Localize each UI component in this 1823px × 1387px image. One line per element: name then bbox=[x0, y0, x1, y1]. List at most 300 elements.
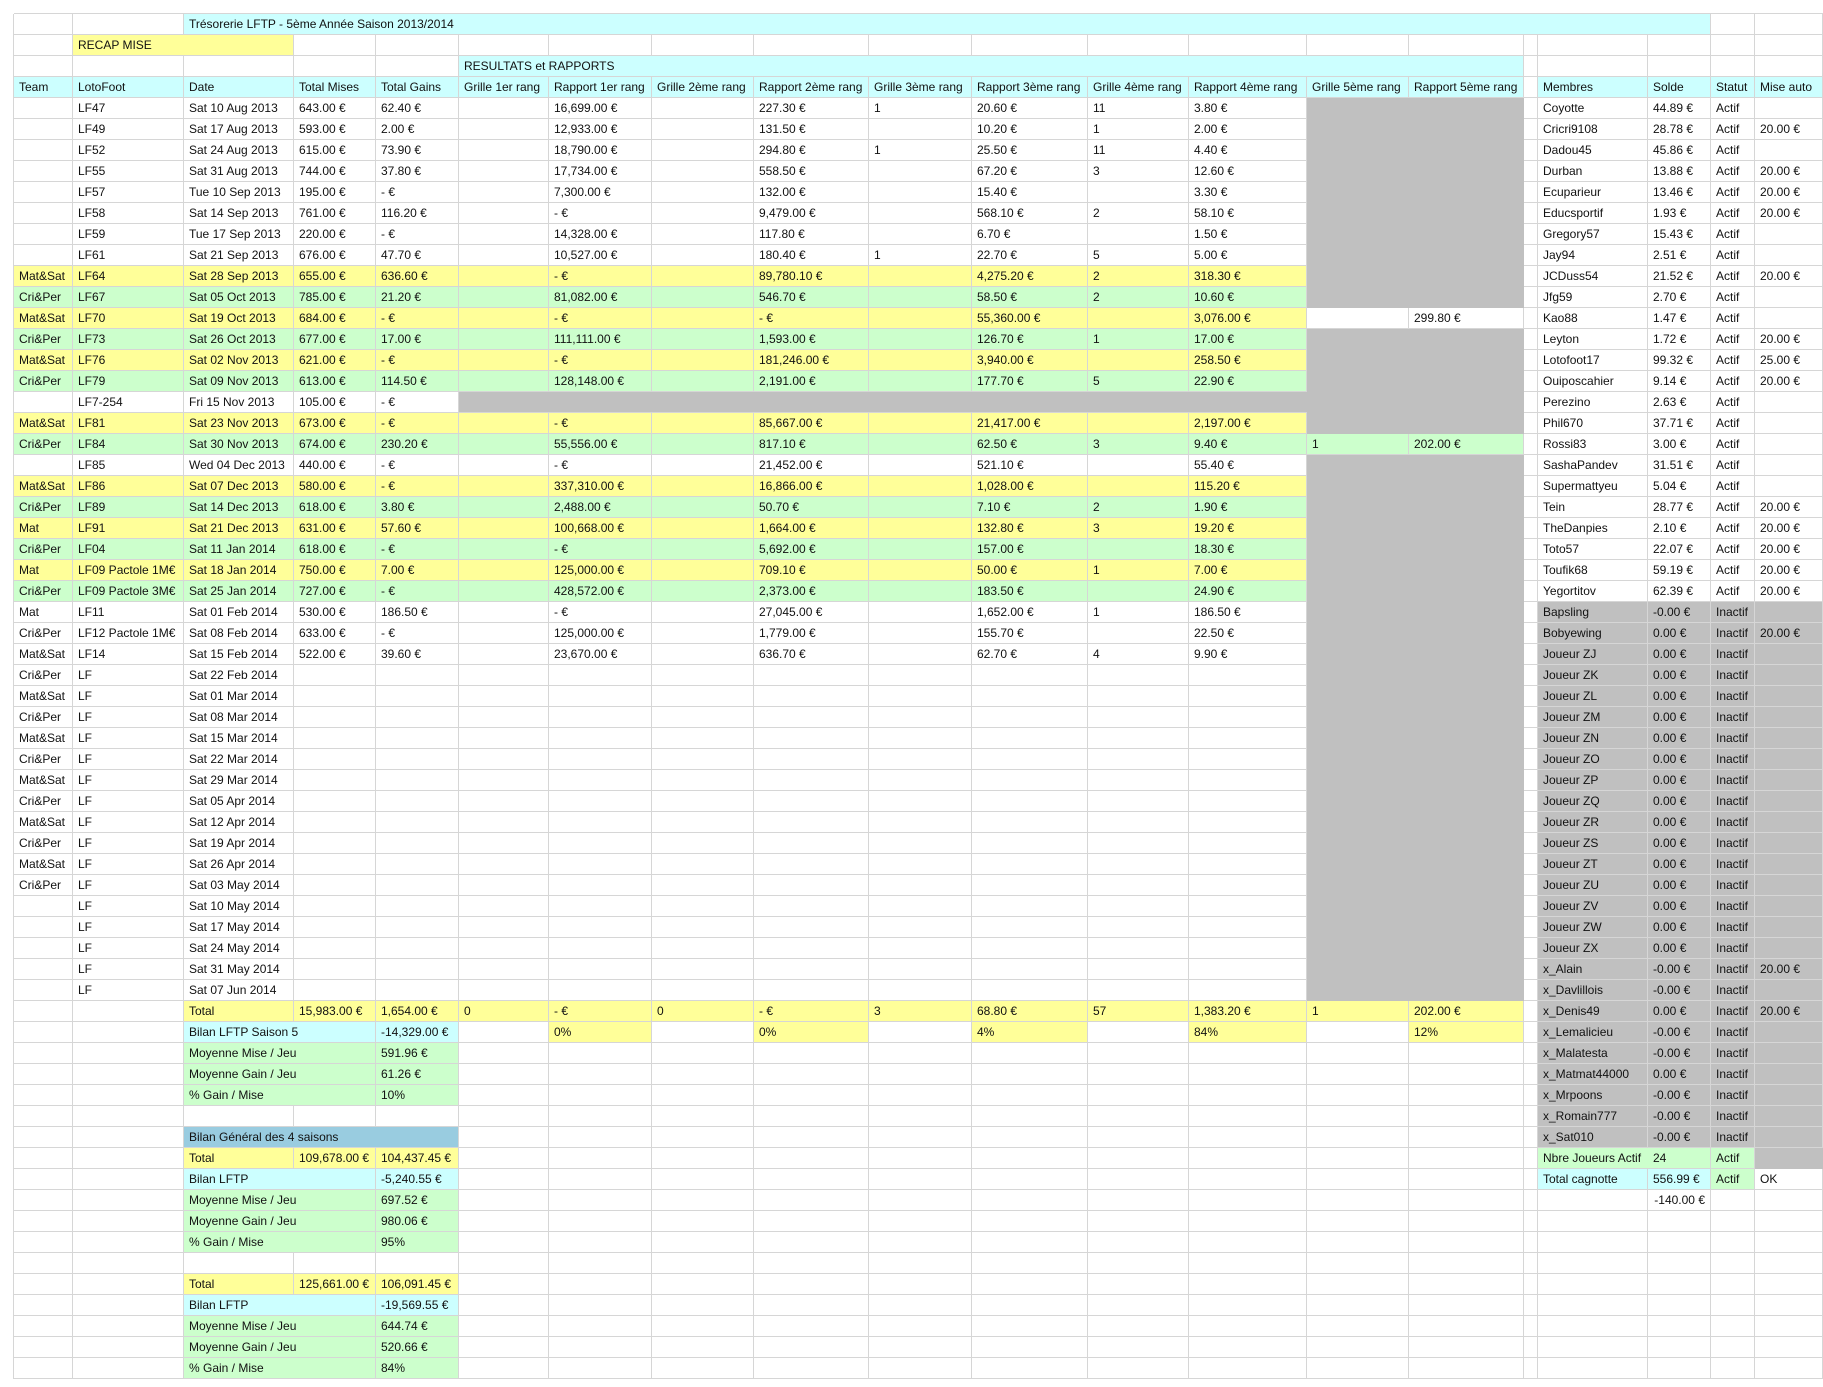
member-cell[interactable]: Actif bbox=[1711, 497, 1755, 518]
table-cell[interactable]: - € bbox=[376, 413, 459, 434]
member-cell[interactable]: 9.14 € bbox=[1648, 371, 1711, 392]
bilan-pct-cell[interactable]: 0% bbox=[754, 1022, 869, 1043]
member-cell[interactable]: 1.72 € bbox=[1648, 329, 1711, 350]
table-cell[interactable] bbox=[294, 812, 376, 833]
table-cell[interactable] bbox=[1088, 791, 1189, 812]
table-cell[interactable] bbox=[14, 980, 73, 1001]
member-cell[interactable] bbox=[1755, 1085, 1823, 1106]
member-cell[interactable]: Joueur ZM bbox=[1538, 707, 1648, 728]
table-cell[interactable] bbox=[652, 434, 754, 455]
member-cell[interactable] bbox=[1755, 308, 1823, 329]
table-cell[interactable]: LF85 bbox=[73, 455, 184, 476]
table-cell[interactable]: Sat 01 Mar 2014 bbox=[184, 686, 294, 707]
table-cell[interactable] bbox=[459, 392, 549, 413]
table-cell[interactable] bbox=[1088, 812, 1189, 833]
table-cell[interactable]: LF86 bbox=[73, 476, 184, 497]
table-cell[interactable]: Mat&Sat bbox=[14, 686, 73, 707]
member-cell[interactable] bbox=[1755, 287, 1823, 308]
table-cell[interactable] bbox=[1088, 959, 1189, 980]
table-cell[interactable] bbox=[652, 497, 754, 518]
table-cell[interactable] bbox=[459, 917, 549, 938]
table-cell[interactable] bbox=[459, 455, 549, 476]
table-cell[interactable] bbox=[459, 98, 549, 119]
member-cell[interactable] bbox=[1755, 875, 1823, 896]
member-column-header[interactable]: Solde bbox=[1648, 77, 1711, 98]
table-cell[interactable]: 3 bbox=[1088, 518, 1189, 539]
table-cell[interactable]: LF bbox=[73, 728, 184, 749]
table-cell[interactable] bbox=[14, 140, 73, 161]
table-cell[interactable]: Sat 02 Nov 2013 bbox=[184, 350, 294, 371]
table-cell[interactable] bbox=[869, 623, 972, 644]
member-cell[interactable]: Joueur ZL bbox=[1538, 686, 1648, 707]
table-cell[interactable]: LF09 Pactole 3M€ bbox=[73, 581, 184, 602]
table-cell[interactable] bbox=[869, 854, 972, 875]
table-cell[interactable]: 3 bbox=[1088, 161, 1189, 182]
member-cell[interactable]: Actif bbox=[1711, 140, 1755, 161]
table-cell[interactable]: 85,667.00 € bbox=[754, 413, 869, 434]
table-cell[interactable] bbox=[376, 854, 459, 875]
table-cell[interactable] bbox=[459, 413, 549, 434]
member-cell[interactable]: 2.51 € bbox=[1648, 245, 1711, 266]
member-cell[interactable]: 0.00 € bbox=[1648, 875, 1711, 896]
sheet-title[interactable]: Trésorerie LFTP - 5ème Année Saison 2013/2014 bbox=[184, 14, 1711, 35]
totals-cell[interactable]: - € bbox=[549, 1001, 652, 1022]
table-cell[interactable]: - € bbox=[376, 623, 459, 644]
member-cell[interactable]: Joueur ZO bbox=[1538, 749, 1648, 770]
member-cell[interactable]: 20.00 € bbox=[1755, 161, 1823, 182]
member-cell[interactable] bbox=[1755, 707, 1823, 728]
table-cell[interactable]: 643.00 € bbox=[294, 98, 376, 119]
table-cell[interactable] bbox=[869, 518, 972, 539]
table-cell[interactable]: - € bbox=[376, 455, 459, 476]
table-cell[interactable] bbox=[549, 917, 652, 938]
member-cell[interactable]: 20.00 € bbox=[1755, 959, 1823, 980]
member-cell[interactable]: Inactif bbox=[1711, 749, 1755, 770]
table-cell[interactable]: 636.60 € bbox=[376, 266, 459, 287]
table-cell[interactable]: 55,360.00 € bbox=[972, 308, 1088, 329]
table-cell[interactable] bbox=[652, 770, 754, 791]
table-cell[interactable]: 50.70 € bbox=[754, 497, 869, 518]
column-header[interactable]: Grille 2ème rang bbox=[652, 77, 754, 98]
table-cell[interactable] bbox=[972, 854, 1088, 875]
table-cell[interactable] bbox=[376, 749, 459, 770]
table-cell[interactable] bbox=[869, 917, 972, 938]
table-cell[interactable]: Cri&Per bbox=[14, 371, 73, 392]
table-cell[interactable] bbox=[754, 728, 869, 749]
table-cell[interactable]: LF bbox=[73, 875, 184, 896]
totals-cell[interactable]: 1,383.20 € bbox=[1189, 1001, 1307, 1022]
table-cell[interactable]: 55.40 € bbox=[1189, 455, 1307, 476]
table-cell[interactable]: Cri&Per bbox=[14, 875, 73, 896]
general-stat-label[interactable]: % Gain / Mise bbox=[184, 1232, 376, 1253]
member-cell[interactable]: x_Davlillois bbox=[1538, 980, 1648, 1001]
table-cell[interactable]: 677.00 € bbox=[294, 329, 376, 350]
member-cell[interactable]: -0.00 € bbox=[1648, 959, 1711, 980]
table-cell[interactable]: LF bbox=[73, 980, 184, 1001]
grand-stat-label[interactable]: % Gain / Mise bbox=[184, 1358, 376, 1379]
saison-stat-label[interactable]: % Gain / Mise bbox=[184, 1085, 376, 1106]
table-cell[interactable] bbox=[1088, 896, 1189, 917]
member-cell[interactable]: 2.10 € bbox=[1648, 518, 1711, 539]
member-cell[interactable]: 0.00 € bbox=[1648, 707, 1711, 728]
table-cell[interactable] bbox=[459, 497, 549, 518]
table-cell[interactable]: 55,556.00 € bbox=[549, 434, 652, 455]
general-total-gains[interactable]: 104,437.45 € bbox=[376, 1148, 459, 1169]
grand-stat-value[interactable]: 84% bbox=[376, 1358, 459, 1379]
member-cell[interactable]: 20.00 € bbox=[1755, 1001, 1823, 1022]
table-cell[interactable] bbox=[14, 245, 73, 266]
table-cell[interactable] bbox=[869, 182, 972, 203]
table-cell[interactable] bbox=[869, 350, 972, 371]
member-cell[interactable]: Tein bbox=[1538, 497, 1648, 518]
table-cell[interactable]: 546.70 € bbox=[754, 287, 869, 308]
table-cell[interactable]: LF81 bbox=[73, 413, 184, 434]
table-cell[interactable] bbox=[459, 266, 549, 287]
table-cell[interactable]: LF bbox=[73, 812, 184, 833]
member-cell[interactable]: Inactif bbox=[1711, 623, 1755, 644]
table-cell[interactable]: LF bbox=[73, 833, 184, 854]
member-cell[interactable]: Actif bbox=[1711, 455, 1755, 476]
table-cell[interactable] bbox=[459, 791, 549, 812]
table-cell[interactable]: 21.20 € bbox=[376, 287, 459, 308]
table-cell[interactable]: 12.60 € bbox=[1189, 161, 1307, 182]
table-cell[interactable] bbox=[1088, 623, 1189, 644]
table-cell[interactable] bbox=[652, 98, 754, 119]
table-cell[interactable]: LF84 bbox=[73, 434, 184, 455]
table-cell[interactable]: LF bbox=[73, 707, 184, 728]
table-cell[interactable] bbox=[869, 938, 972, 959]
table-cell[interactable] bbox=[459, 581, 549, 602]
table-cell[interactable]: 132.80 € bbox=[972, 518, 1088, 539]
grand-stat-value[interactable]: -19,569.55 € bbox=[376, 1295, 459, 1316]
table-cell[interactable] bbox=[294, 980, 376, 1001]
table-cell[interactable]: 1 bbox=[869, 98, 972, 119]
table-cell[interactable] bbox=[1189, 707, 1307, 728]
table-cell[interactable] bbox=[549, 791, 652, 812]
member-cell[interactable]: Inactif bbox=[1711, 1022, 1755, 1043]
table-cell[interactable] bbox=[376, 665, 459, 686]
table-cell[interactable]: 7.10 € bbox=[972, 497, 1088, 518]
table-cell[interactable] bbox=[869, 434, 972, 455]
saison-stat-label[interactable]: Moyenne Gain / Jeu bbox=[184, 1064, 376, 1085]
member-cell[interactable]: Kao88 bbox=[1538, 308, 1648, 329]
member-cell[interactable]: 0.00 € bbox=[1648, 686, 1711, 707]
table-cell[interactable] bbox=[1088, 875, 1189, 896]
member-cell[interactable] bbox=[1755, 917, 1823, 938]
table-cell[interactable] bbox=[754, 665, 869, 686]
table-cell[interactable]: Sat 09 Nov 2013 bbox=[184, 371, 294, 392]
table-cell[interactable]: LF73 bbox=[73, 329, 184, 350]
table-cell[interactable] bbox=[1189, 938, 1307, 959]
table-cell[interactable]: LF57 bbox=[73, 182, 184, 203]
table-cell[interactable] bbox=[652, 917, 754, 938]
table-cell[interactable] bbox=[972, 917, 1088, 938]
table-cell[interactable] bbox=[459, 980, 549, 1001]
table-cell[interactable] bbox=[294, 875, 376, 896]
table-cell[interactable] bbox=[14, 896, 73, 917]
table-cell[interactable] bbox=[754, 812, 869, 833]
member-cell[interactable]: Inactif bbox=[1711, 1001, 1755, 1022]
table-cell[interactable]: 9.40 € bbox=[1189, 434, 1307, 455]
member-cell[interactable]: 20.00 € bbox=[1755, 518, 1823, 539]
table-cell[interactable] bbox=[869, 602, 972, 623]
member-cell[interactable]: 0.00 € bbox=[1648, 917, 1711, 938]
general-total-label[interactable]: Total bbox=[184, 1148, 294, 1169]
table-cell[interactable] bbox=[459, 812, 549, 833]
grand-total-gains[interactable]: 106,091.45 € bbox=[376, 1274, 459, 1295]
table-cell[interactable]: Sat 25 Jan 2014 bbox=[184, 581, 294, 602]
table-cell[interactable]: 761.00 € bbox=[294, 203, 376, 224]
member-cell[interactable]: Actif bbox=[1711, 560, 1755, 581]
table-cell[interactable] bbox=[869, 749, 972, 770]
table-cell[interactable]: LF14 bbox=[73, 644, 184, 665]
member-cell[interactable]: Inactif bbox=[1711, 812, 1755, 833]
member-cell[interactable]: Bobyewing bbox=[1538, 623, 1648, 644]
table-cell[interactable]: Cri&Per bbox=[14, 539, 73, 560]
table-cell[interactable]: 22.90 € bbox=[1189, 371, 1307, 392]
column-header[interactable]: Grille 3ème rang bbox=[869, 77, 972, 98]
table-cell[interactable] bbox=[652, 308, 754, 329]
table-cell[interactable]: Sat 05 Oct 2013 bbox=[184, 287, 294, 308]
table-cell[interactable] bbox=[652, 119, 754, 140]
table-cell[interactable]: Sat 31 May 2014 bbox=[184, 959, 294, 980]
table-cell[interactable] bbox=[549, 938, 652, 959]
table-cell[interactable]: 9,479.00 € bbox=[754, 203, 869, 224]
table-cell[interactable] bbox=[376, 875, 459, 896]
member-cell[interactable]: 20.00 € bbox=[1755, 329, 1823, 350]
table-cell[interactable] bbox=[869, 413, 972, 434]
general-stat-value[interactable]: 95% bbox=[376, 1232, 459, 1253]
member-cell[interactable]: Actif bbox=[1711, 119, 1755, 140]
table-cell[interactable] bbox=[652, 833, 754, 854]
table-cell[interactable]: LF bbox=[73, 854, 184, 875]
table-cell[interactable] bbox=[1088, 308, 1189, 329]
table-cell[interactable]: - € bbox=[549, 413, 652, 434]
table-cell[interactable]: 17.00 € bbox=[1189, 329, 1307, 350]
member-cell[interactable]: Joueur ZU bbox=[1538, 875, 1648, 896]
table-cell[interactable]: 5 bbox=[1088, 245, 1189, 266]
member-cell[interactable]: Inactif bbox=[1711, 917, 1755, 938]
total-cagnotte-ok[interactable]: OK bbox=[1755, 1169, 1823, 1190]
table-cell[interactable]: 15.40 € bbox=[972, 182, 1088, 203]
table-cell[interactable]: 568.10 € bbox=[972, 203, 1088, 224]
table-cell[interactable]: 73.90 € bbox=[376, 140, 459, 161]
table-cell[interactable] bbox=[652, 644, 754, 665]
table-cell[interactable] bbox=[652, 287, 754, 308]
table-cell[interactable] bbox=[459, 371, 549, 392]
general-stat-label[interactable]: Bilan LFTP bbox=[184, 1169, 376, 1190]
member-cell[interactable]: Joueur ZK bbox=[1538, 665, 1648, 686]
member-cell[interactable] bbox=[1755, 854, 1823, 875]
table-cell[interactable]: 20.60 € bbox=[972, 98, 1088, 119]
table-cell[interactable]: 684.00 € bbox=[294, 308, 376, 329]
table-cell[interactable]: 62.50 € bbox=[972, 434, 1088, 455]
table-cell[interactable] bbox=[1189, 959, 1307, 980]
table-cell[interactable] bbox=[652, 329, 754, 350]
table-cell[interactable]: LF55 bbox=[73, 161, 184, 182]
bilan-pct-cell[interactable]: 0% bbox=[549, 1022, 652, 1043]
totals-cell[interactable]: 15,983.00 € bbox=[294, 1001, 376, 1022]
member-cell[interactable]: 0.00 € bbox=[1648, 938, 1711, 959]
table-cell[interactable]: 186.50 € bbox=[1189, 602, 1307, 623]
member-cell[interactable]: 20.00 € bbox=[1755, 623, 1823, 644]
table-cell[interactable] bbox=[652, 560, 754, 581]
member-cell[interactable]: Inactif bbox=[1711, 1064, 1755, 1085]
table-cell[interactable]: 3.30 € bbox=[1189, 182, 1307, 203]
table-cell[interactable] bbox=[1088, 917, 1189, 938]
table-cell[interactable] bbox=[1189, 749, 1307, 770]
member-cell[interactable] bbox=[1755, 749, 1823, 770]
table-cell[interactable]: Sat 26 Apr 2014 bbox=[184, 854, 294, 875]
member-cell[interactable]: 5.04 € bbox=[1648, 476, 1711, 497]
member-cell[interactable]: 20.00 € bbox=[1755, 119, 1823, 140]
table-cell[interactable] bbox=[376, 707, 459, 728]
general-stat-value[interactable]: -5,240.55 € bbox=[376, 1169, 459, 1190]
member-cell[interactable]: 20.00 € bbox=[1755, 203, 1823, 224]
table-cell[interactable] bbox=[294, 833, 376, 854]
table-cell[interactable] bbox=[869, 455, 972, 476]
table-cell[interactable] bbox=[1189, 770, 1307, 791]
table-cell[interactable] bbox=[459, 140, 549, 161]
member-cell[interactable]: Joueur ZJ bbox=[1538, 644, 1648, 665]
member-cell[interactable]: Coyotte bbox=[1538, 98, 1648, 119]
table-cell[interactable] bbox=[549, 665, 652, 686]
table-cell[interactable] bbox=[459, 938, 549, 959]
table-cell[interactable]: 125,000.00 € bbox=[549, 560, 652, 581]
table-cell[interactable]: 2.00 € bbox=[376, 119, 459, 140]
table-cell[interactable] bbox=[869, 770, 972, 791]
member-cell[interactable]: Joueur ZR bbox=[1538, 812, 1648, 833]
table-cell[interactable] bbox=[376, 770, 459, 791]
table-cell[interactable] bbox=[652, 854, 754, 875]
table-cell[interactable]: 18,790.00 € bbox=[549, 140, 652, 161]
column-header[interactable]: Rapport 4ème rang bbox=[1189, 77, 1307, 98]
table-cell[interactable] bbox=[549, 686, 652, 707]
table-cell[interactable]: Sat 05 Apr 2014 bbox=[184, 791, 294, 812]
member-cell[interactable]: Inactif bbox=[1711, 896, 1755, 917]
table-cell[interactable] bbox=[1189, 833, 1307, 854]
table-cell[interactable]: 1,664.00 € bbox=[754, 518, 869, 539]
member-cell[interactable]: x_Malatesta bbox=[1538, 1043, 1648, 1064]
table-cell[interactable] bbox=[14, 224, 73, 245]
member-cell[interactable]: Actif bbox=[1711, 308, 1755, 329]
column-header[interactable]: LotoFoot bbox=[73, 77, 184, 98]
table-cell[interactable]: 2 bbox=[1088, 203, 1189, 224]
table-cell[interactable] bbox=[459, 119, 549, 140]
table-cell[interactable] bbox=[869, 161, 972, 182]
table-cell[interactable] bbox=[459, 623, 549, 644]
table-cell[interactable]: Sat 22 Mar 2014 bbox=[184, 749, 294, 770]
table-cell[interactable]: - € bbox=[376, 581, 459, 602]
table-cell[interactable]: - € bbox=[376, 224, 459, 245]
table-cell[interactable]: 21,452.00 € bbox=[754, 455, 869, 476]
table-cell[interactable] bbox=[972, 980, 1088, 1001]
table-cell[interactable] bbox=[869, 119, 972, 140]
member-cell[interactable]: 44.89 € bbox=[1648, 98, 1711, 119]
table-cell[interactable]: 1 bbox=[1088, 329, 1189, 350]
table-cell[interactable]: LF bbox=[73, 917, 184, 938]
table-cell[interactable]: Mat&Sat bbox=[14, 413, 73, 434]
member-cell[interactable]: Inactif bbox=[1711, 707, 1755, 728]
table-cell[interactable] bbox=[459, 707, 549, 728]
table-cell[interactable]: LF76 bbox=[73, 350, 184, 371]
table-cell[interactable]: 521.10 € bbox=[972, 455, 1088, 476]
total-cagnotte-label[interactable]: Total cagnotte bbox=[1538, 1169, 1648, 1190]
table-cell[interactable] bbox=[869, 497, 972, 518]
member-cell[interactable]: Jfg59 bbox=[1538, 287, 1648, 308]
table-cell[interactable]: 5 bbox=[1088, 371, 1189, 392]
table-cell[interactable]: LF70 bbox=[73, 308, 184, 329]
member-cell[interactable]: 1.93 € bbox=[1648, 203, 1711, 224]
member-cell[interactable]: Joueur ZP bbox=[1538, 770, 1648, 791]
table-cell[interactable]: 2,191.00 € bbox=[754, 371, 869, 392]
table-cell[interactable]: 5.00 € bbox=[1189, 245, 1307, 266]
member-cell[interactable] bbox=[1755, 728, 1823, 749]
table-cell[interactable] bbox=[549, 749, 652, 770]
grand-stat-label[interactable]: Moyenne Mise / Jeu bbox=[184, 1316, 376, 1337]
member-cell[interactable] bbox=[1755, 1064, 1823, 1085]
table-cell[interactable]: 10,527.00 € bbox=[549, 245, 652, 266]
member-cell[interactable]: 20.00 € bbox=[1755, 560, 1823, 581]
member-cell[interactable]: Joueur ZQ bbox=[1538, 791, 1648, 812]
table-cell[interactable] bbox=[459, 833, 549, 854]
table-cell[interactable] bbox=[459, 287, 549, 308]
table-cell[interactable]: Mat&Sat bbox=[14, 854, 73, 875]
member-cell[interactable]: 1.47 € bbox=[1648, 308, 1711, 329]
table-cell[interactable] bbox=[376, 686, 459, 707]
member-cell[interactable]: -0.00 € bbox=[1648, 1127, 1711, 1148]
table-cell[interactable]: - € bbox=[549, 350, 652, 371]
table-cell[interactable]: 2,373.00 € bbox=[754, 581, 869, 602]
table-cell[interactable] bbox=[652, 539, 754, 560]
table-cell[interactable] bbox=[869, 644, 972, 665]
table-cell[interactable] bbox=[1189, 812, 1307, 833]
table-cell[interactable] bbox=[1088, 224, 1189, 245]
table-cell[interactable] bbox=[14, 959, 73, 980]
member-cell[interactable]: 0.00 € bbox=[1648, 770, 1711, 791]
table-cell[interactable]: 1 bbox=[1307, 434, 1409, 455]
table-cell[interactable]: Sat 18 Jan 2014 bbox=[184, 560, 294, 581]
member-cell[interactable]: 20.00 € bbox=[1755, 371, 1823, 392]
table-cell[interactable] bbox=[652, 749, 754, 770]
table-cell[interactable] bbox=[459, 728, 549, 749]
table-cell[interactable]: 17.00 € bbox=[376, 329, 459, 350]
totals-cell[interactable]: 1,654.00 € bbox=[376, 1001, 459, 1022]
member-cell[interactable]: 20.00 € bbox=[1755, 266, 1823, 287]
table-cell[interactable]: LF7-254 bbox=[73, 392, 184, 413]
table-cell[interactable] bbox=[652, 140, 754, 161]
table-cell[interactable] bbox=[972, 959, 1088, 980]
table-cell[interactable] bbox=[652, 728, 754, 749]
member-cell[interactable]: x_Denis49 bbox=[1538, 1001, 1648, 1022]
table-cell[interactable] bbox=[1088, 749, 1189, 770]
table-cell[interactable] bbox=[652, 665, 754, 686]
table-cell[interactable]: 111,111.00 € bbox=[549, 329, 652, 350]
table-cell[interactable] bbox=[14, 455, 73, 476]
member-cell[interactable]: 2.70 € bbox=[1648, 287, 1711, 308]
table-cell[interactable]: 125,000.00 € bbox=[549, 623, 652, 644]
table-cell[interactable]: LF bbox=[73, 770, 184, 791]
table-cell[interactable] bbox=[652, 371, 754, 392]
table-cell[interactable]: 67.20 € bbox=[972, 161, 1088, 182]
table-cell[interactable]: LF bbox=[73, 791, 184, 812]
table-cell[interactable] bbox=[376, 917, 459, 938]
member-cell[interactable]: Actif bbox=[1711, 371, 1755, 392]
table-cell[interactable] bbox=[1189, 665, 1307, 686]
member-cell[interactable]: Inactif bbox=[1711, 665, 1755, 686]
member-cell[interactable]: Inactif bbox=[1711, 602, 1755, 623]
table-cell[interactable]: 337,310.00 € bbox=[549, 476, 652, 497]
